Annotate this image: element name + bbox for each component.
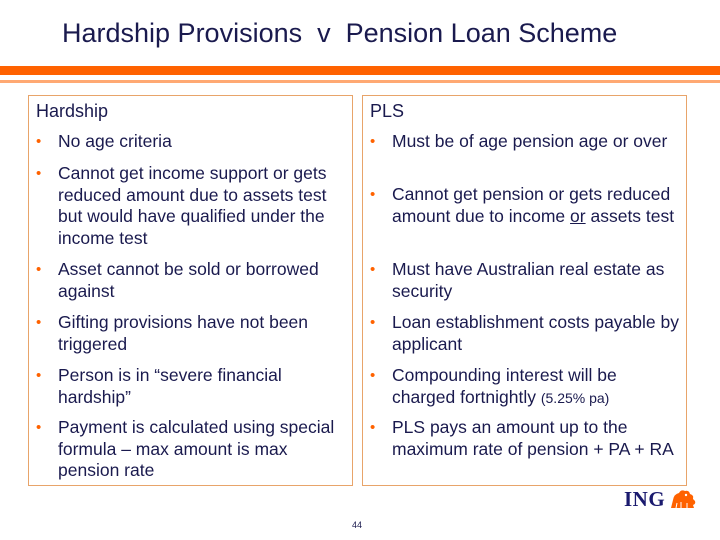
bullet-icon: • (36, 133, 42, 150)
list-item: • Must be of age pension age or over (370, 131, 668, 151)
list-item: • Person is in “severe financial hardship” (36, 365, 282, 407)
title-underline-thin (0, 80, 720, 83)
bullet-icon: • (370, 314, 376, 331)
page-number: 44 (352, 520, 363, 530)
list-item: • Cannot get income support or gets reduced amount due to assets test but would have qualified under the income test (36, 163, 327, 248)
list-item: • Compounding interest will be charged fortnightly (5.25% pa) (370, 365, 617, 407)
hardship-heading: Hardship (36, 101, 109, 121)
list-item: • Gifting provisions have not been triggered (36, 312, 309, 354)
pls-column (362, 95, 687, 486)
bullet-icon: • (370, 367, 376, 384)
interest-rate: (5.25% pa) (540, 389, 610, 406)
list-item: • Asset cannot be sold or borrowed against (36, 259, 319, 301)
underlined-or: or (570, 205, 586, 226)
ing-logo (624, 486, 698, 512)
bullet-icon: • (370, 133, 376, 150)
bullet-icon: • (370, 186, 376, 203)
slide-title: Hardship Provisions v Pension Loan Scheme (62, 18, 618, 48)
list-item: • No age criteria (36, 131, 172, 151)
hardship-column (28, 95, 353, 486)
bullet-icon: • (36, 367, 42, 384)
pls-heading: PLS (370, 101, 405, 121)
bullet-icon: • (36, 419, 42, 436)
logo-text: ING (624, 486, 666, 511)
bullet-icon: • (36, 314, 42, 331)
title-underline-bar (0, 66, 720, 75)
bullet-icon: • (370, 261, 376, 278)
bullet-icon: • (36, 261, 42, 278)
list-item: • Cannot get pension or gets reduced amount due to income or assets test (370, 184, 675, 226)
bullet-icon: • (370, 419, 376, 436)
bullet-icon: • (36, 165, 42, 182)
list-item: • PLS pays an amount up to the maximum rate of pension + PA + RA (370, 417, 674, 459)
lion-icon (668, 488, 698, 510)
list-item: • Must have Australian real estate as security (370, 259, 665, 301)
list-item: • Payment is calculated using special formula – max amount is max pension rate (36, 417, 335, 480)
list-item: • Loan establishment costs payable by applicant (370, 312, 679, 354)
